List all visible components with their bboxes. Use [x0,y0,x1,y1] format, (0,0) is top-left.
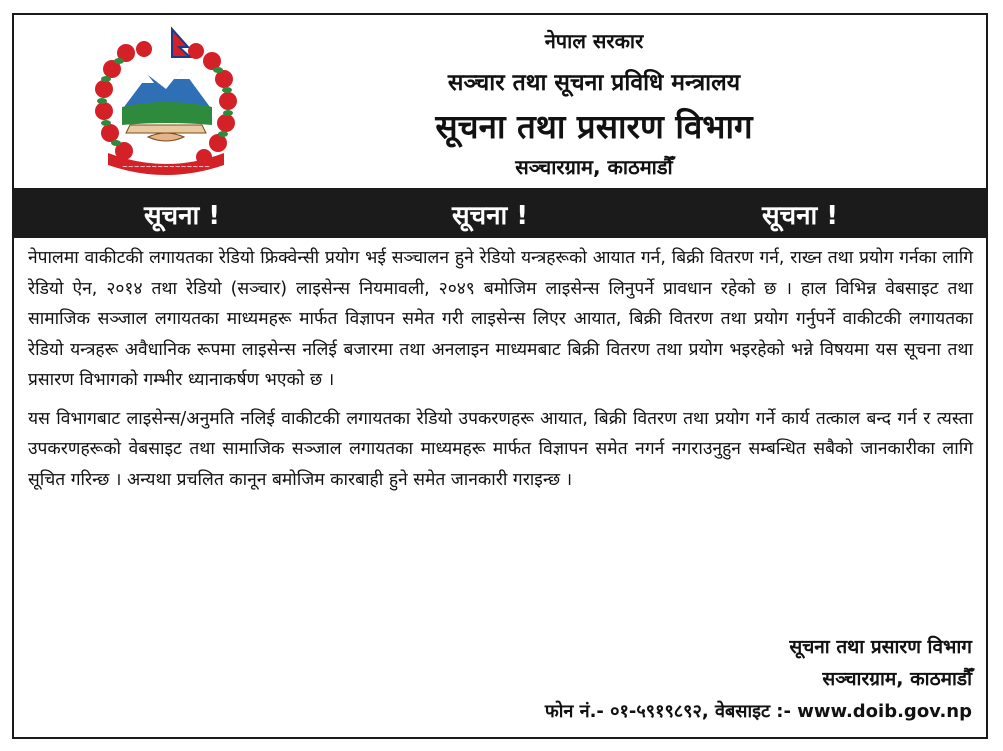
govt-name: नेपाल सरकार [544,29,644,53]
nepal-emblem-icon [86,25,246,180]
svg-text:~~~~~~~~~~~~~~~: ~~~~~~~~~~~~~~~ [122,163,210,171]
department-name: सूचना तथा प्रसारण विभाग [435,107,753,146]
address: सञ्चारग्राम, काठमाडौँ [515,155,673,179]
signature-dept: सूचना तथा प्रसारण विभाग [789,636,972,658]
notice-frame [12,13,988,739]
banner-label: सूचना ! [144,201,221,231]
contact-line: फोन नं.- ०१-५९१९८९२, वेबसाइट :- www.doib.gov.np [544,701,972,722]
notice-body [28,243,973,503]
ministry-name: सञ्चार तथा सूचना प्रविधि मन्त्रालय [447,70,741,96]
notice-banner [14,188,986,238]
paragraph: यस विभागबाट लाइसेन्स/अनुमति नलिई वाकीटकी लगायतका रेडियो उपकरणहरू आयात, बिक्री वितरण तथा प्रयोग गर्ने कार्य तत्काल बन्द गर्न र त्यस्ता उपकरणहरूको वेबसाइट तथा सामाजिक सञ्जाल लगायतका माध्यमहरू मार्फत विज्ञापन समेत नगर्न नगराउनुहुन सम्बन्धित सबैको जानकारीका लागि सूचित गरिन्छ । अन्यथा प्रचलित कानून बमोजिम कारबाही हुने समेत जानकारी गराइन्छ । [28,408,974,490]
banner-label: सूचना ! [762,201,839,231]
header [14,15,986,188]
banner-label: सूचना ! [452,201,529,231]
signature-place: सञ्चारग्राम, काठमाडौँ [822,668,972,690]
paragraph: नेपालमा वाकीटकी लगायतका रेडियो फ्रिक्वेन्सी प्रयोग भई सञ्चालन हुने रेडियो यन्त्रहरूको आयात गर्न, बिक्री वितरण गर्न, राख्न तथा प्रयोग गर्नका लागि रेडियो ऐन, २०१४ तथा रेडियो (सञ्चार) लाइसेन्स नियमावली, २०४९ बमोजिम लाइसेन्स लिनुपर्ने प्रावधान रहेको छ । हाल विभिन्न वेबसाइट तथा सामाजिक सञ्जाल लगायतका माध्यमहरू मार्फत विज्ञापन समेत गरी लाइसेन्स लिएर आयात, बिक्री वितरण तथा प्रयोग गर्नुपर्ने वाकीटकी लगायतका रेडियो यन्त्रहरू अवैधानिक रूपमा लाइसेन्स नलिई बजारमा तथा अनलाइन माध्यमबाट बिक्री वितरण तथा प्रयोग भइरहेको भन्ने विषयमा यस सूचना तथा प्रसारण विभागको गम्भीर ध्यानाकर्षण भएको छ । [28,248,973,390]
